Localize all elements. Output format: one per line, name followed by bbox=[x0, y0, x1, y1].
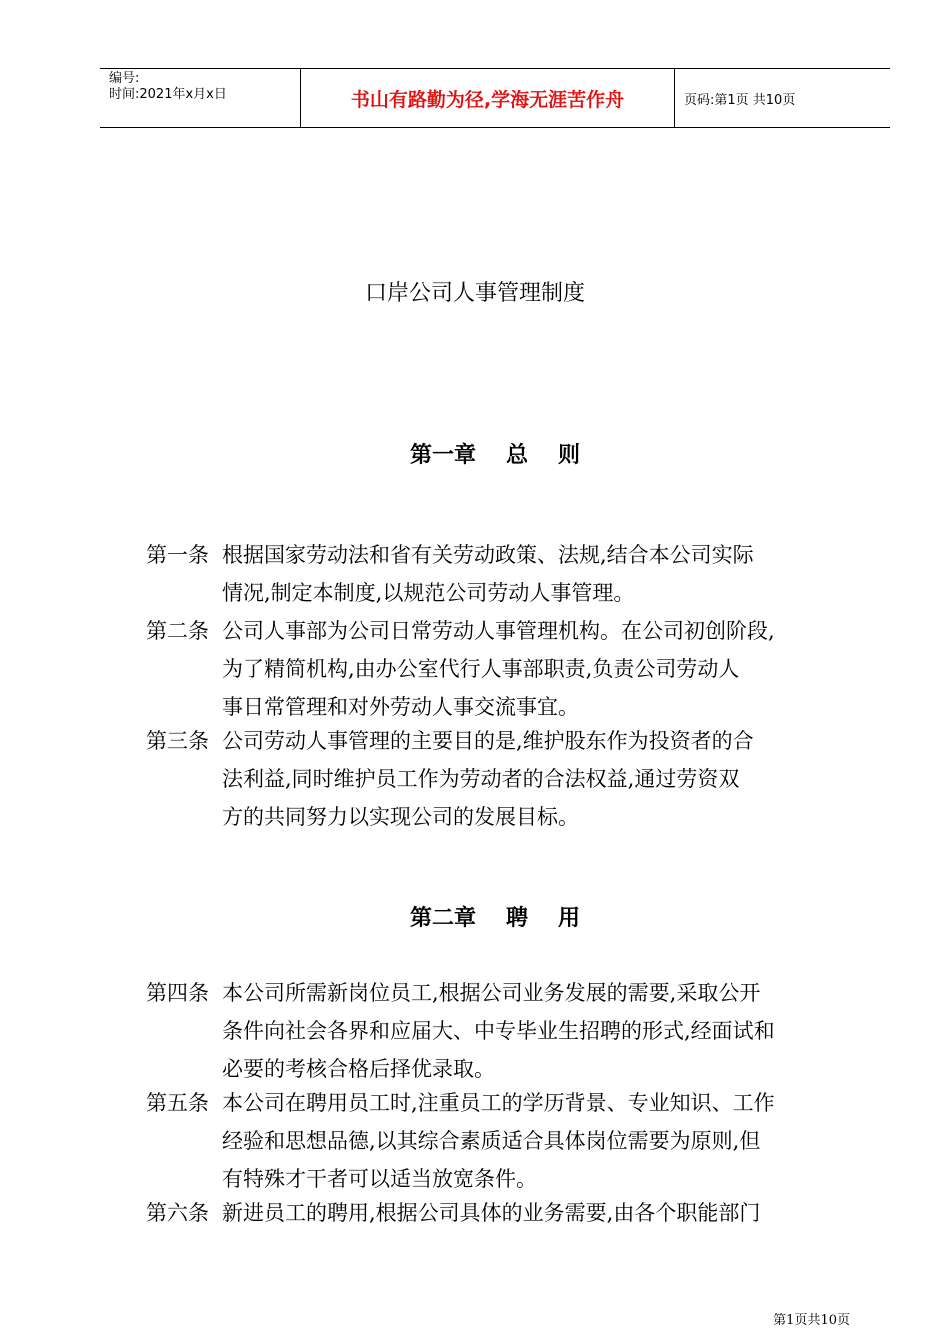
chapter-2-number: 第二章 bbox=[409, 906, 476, 931]
article-line: 经验和思想品德,以其综合素质适合具体岗位需要为原则,但 bbox=[222, 1129, 761, 1153]
article-2 bbox=[146, 612, 866, 726]
article-line: 有特殊才干者可以适当放宽条件。 bbox=[222, 1167, 537, 1191]
article-label: 第四条 bbox=[146, 981, 209, 1005]
article-4 bbox=[146, 974, 866, 1088]
article-line: 本公司所需新岗位员工,根据公司业务发展的需要,采取公开 bbox=[222, 981, 761, 1005]
document-title: 口岸公司人事管理制度 bbox=[364, 281, 585, 306]
article-line: 条件向社会各界和应届大、中专毕业生招聘的形式,经面试和 bbox=[222, 1019, 775, 1043]
article-line: 本公司在聘用员工时,注重员工的学历背景、专业知识、工作 bbox=[222, 1091, 775, 1115]
article-3 bbox=[146, 722, 866, 836]
chapter-1-title bbox=[0, 438, 950, 469]
article-line: 法利益,同时维护员工作为劳动者的合法权益,通过劳资双 bbox=[222, 767, 740, 791]
article-line: 情况,制定本制度,以规范公司劳动人事管理。 bbox=[222, 581, 635, 605]
article-line: 方的共同努力以实现公司的发展目标。 bbox=[222, 805, 579, 829]
chapter-1-word-1: 总 bbox=[505, 443, 528, 468]
article-line: 根据国家劳动法和省有关劳动政策、法规,结合本公司实际 bbox=[222, 543, 754, 567]
article-label: 第一条 bbox=[146, 543, 209, 567]
article-6 bbox=[146, 1194, 866, 1232]
time-label: 时间:2021年x月x日 bbox=[109, 87, 227, 102]
chapter-2-word-1: 聘 bbox=[505, 906, 528, 931]
number-label: 编号: bbox=[109, 71, 140, 86]
header-motto: 书山有路勤为径,学海无涯苦作舟 bbox=[301, 69, 675, 127]
article-label: 第二条 bbox=[146, 619, 209, 643]
article-label: 第五条 bbox=[146, 1091, 209, 1115]
footer-page-label: 第1页共10页 bbox=[773, 1313, 850, 1328]
header-page-label: 页码:第1页 共10页 bbox=[684, 92, 796, 108]
article-1 bbox=[146, 536, 866, 612]
article-line: 事日常管理和对外劳动人事交流事宜。 bbox=[222, 695, 579, 719]
article-line: 新进员工的聘用,根据公司具体的业务需要,由各个职能部门 bbox=[222, 1201, 761, 1225]
article-5 bbox=[146, 1084, 866, 1198]
chapter-2-word-2: 用 bbox=[558, 906, 581, 931]
header-meta bbox=[100, 69, 301, 127]
chapter-2-title bbox=[0, 901, 950, 932]
article-label: 第三条 bbox=[146, 729, 209, 753]
article-line: 为了精简机构,由办公室代行人事部职责,负责公司劳动人 bbox=[222, 657, 740, 681]
page-header bbox=[100, 68, 890, 128]
article-line: 公司劳动人事管理的主要目的是,维护股东作为投资者的合 bbox=[222, 729, 754, 753]
article-line: 必要的考核合格后择优录取。 bbox=[222, 1057, 495, 1081]
chapter-1-word-2: 则 bbox=[558, 443, 581, 468]
article-label: 第六条 bbox=[146, 1201, 209, 1225]
article-line: 公司人事部为公司日常劳动人事管理机构。在公司初创阶段, bbox=[222, 619, 775, 643]
chapter-1-number: 第一章 bbox=[409, 443, 476, 468]
